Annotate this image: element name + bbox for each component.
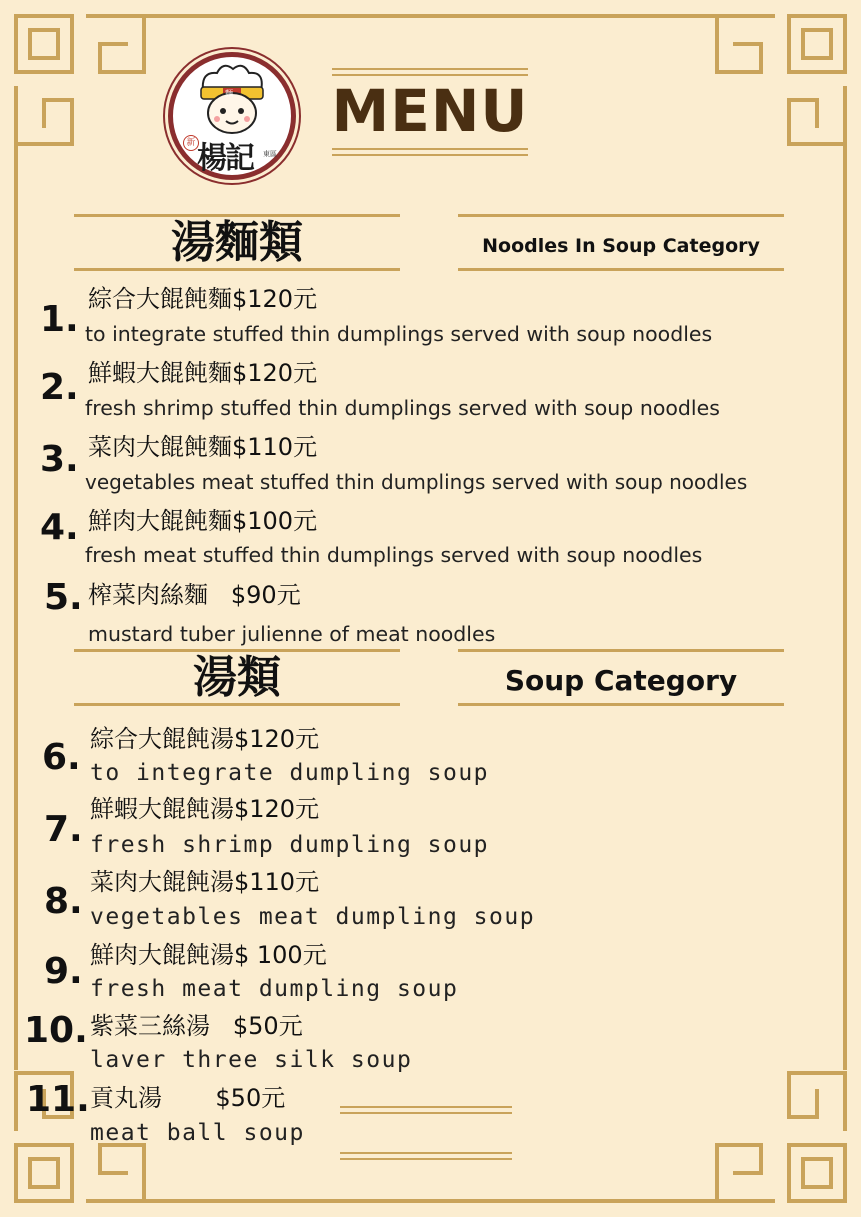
corner-ornament-top-left <box>10 10 150 150</box>
item-8-number: 8. <box>44 881 83 922</box>
frame-left-line <box>14 140 18 1070</box>
item-4-name-zh: 鮮肉大餛飩麵$100元 <box>88 507 318 535</box>
item-5-number: 5. <box>44 577 83 618</box>
footer-rule-1 <box>340 1106 512 1108</box>
section-1-rule-right-top <box>458 214 784 217</box>
section-1-title-zh: 湯麵類 <box>171 217 303 268</box>
section-2-title-en: Soup Category <box>504 664 738 697</box>
page-title: MENU <box>331 77 529 145</box>
section-1-rule-left-bottom <box>74 268 400 271</box>
corner-ornament-top-right <box>711 10 851 150</box>
item-9-name-zh: 鮮肉大餛飩湯$ 100元 <box>90 941 327 969</box>
item-5-name-en: mustard tuber julienne of meat noodles <box>88 622 496 646</box>
corner-ornament-bottom-right <box>711 1067 851 1207</box>
item-7-name-zh: 鮮蝦大餛飩湯$120元 <box>90 795 320 823</box>
item-2-name-en: fresh shrimp stuffed thin dumplings served with soup noodles <box>85 396 720 420</box>
item-11-name-zh: 貢丸湯 $50元 <box>90 1084 286 1112</box>
item-8-name-zh: 菜肉大餛飩湯$110元 <box>90 868 320 896</box>
item-7-number: 7. <box>44 809 83 850</box>
frame-right-line <box>843 140 847 1070</box>
footer-rule-2 <box>340 1112 512 1114</box>
item-1-name-en: to integrate stuffed thin dumplings served with soup noodles <box>85 322 713 346</box>
item-3-name-en: vegetables meat stuffed thin dumplings served with soup noodles <box>85 470 748 494</box>
item-11-number: 11. <box>26 1079 90 1120</box>
restaurant-logo <box>168 52 296 180</box>
item-4-number: 4. <box>40 507 79 548</box>
item-7-name-en: fresh shrimp dumpling soup <box>90 832 490 858</box>
title-rule-top-1 <box>332 68 528 70</box>
section-2-rule-right-top <box>458 649 784 652</box>
item-2-name-zh: 鮮蝦大餛飩麵$120元 <box>88 359 318 387</box>
frame-top-line <box>140 14 720 18</box>
logo-main-text: 楊記 <box>197 141 253 176</box>
item-9-name-en: fresh meat dumpling soup <box>90 976 459 1002</box>
frame-bottom-line <box>140 1199 720 1203</box>
item-1-number: 1. <box>40 299 79 340</box>
logo-side-badge: 新 <box>183 135 199 151</box>
item-4-name-en: fresh meat stuffed thin dumplings served with soup noodles <box>85 543 703 567</box>
logo-hat-text: 麵 <box>225 89 233 98</box>
item-10-name-zh: 紫菜三絲湯 $50元 <box>90 1012 303 1040</box>
item-8-name-en: vegetables meat dumpling soup <box>90 904 536 930</box>
item-10-number: 10. <box>24 1010 88 1051</box>
title-rule-bottom-1 <box>332 148 528 150</box>
item-3-number: 3. <box>40 439 79 480</box>
item-10-name-en: laver three silk soup <box>90 1047 413 1073</box>
footer-rule-4 <box>340 1158 512 1160</box>
section-1-title-en: Noodles In Soup Category <box>482 235 760 257</box>
item-3-name-zh: 菜肉大餛飩麵$110元 <box>88 433 318 461</box>
footer-rule-3 <box>340 1152 512 1154</box>
item-11-name-en: meat ball soup <box>90 1120 305 1146</box>
title-rule-top-2 <box>332 74 528 76</box>
section-2-rule-left-bottom <box>74 703 400 706</box>
section-2-rule-right-bottom <box>458 703 784 706</box>
item-6-number: 6. <box>42 737 81 778</box>
section-2-title-zh: 湯類 <box>193 652 281 703</box>
item-9-number: 9. <box>44 951 83 992</box>
logo-small-text: 東區 <box>263 150 277 158</box>
item-6-name-zh: 綜合大餛飩湯$120元 <box>90 725 320 753</box>
item-6-name-en: to integrate dumpling soup <box>90 760 490 786</box>
item-1-name-zh: 綜合大餛飩麵$120元 <box>88 285 318 313</box>
title-rule-bottom-2 <box>332 154 528 156</box>
item-2-number: 2. <box>40 367 79 408</box>
section-1-rule-right-bottom <box>458 268 784 271</box>
item-5-name-zh: 榨菜肉絲麵 $90元 <box>88 581 301 609</box>
